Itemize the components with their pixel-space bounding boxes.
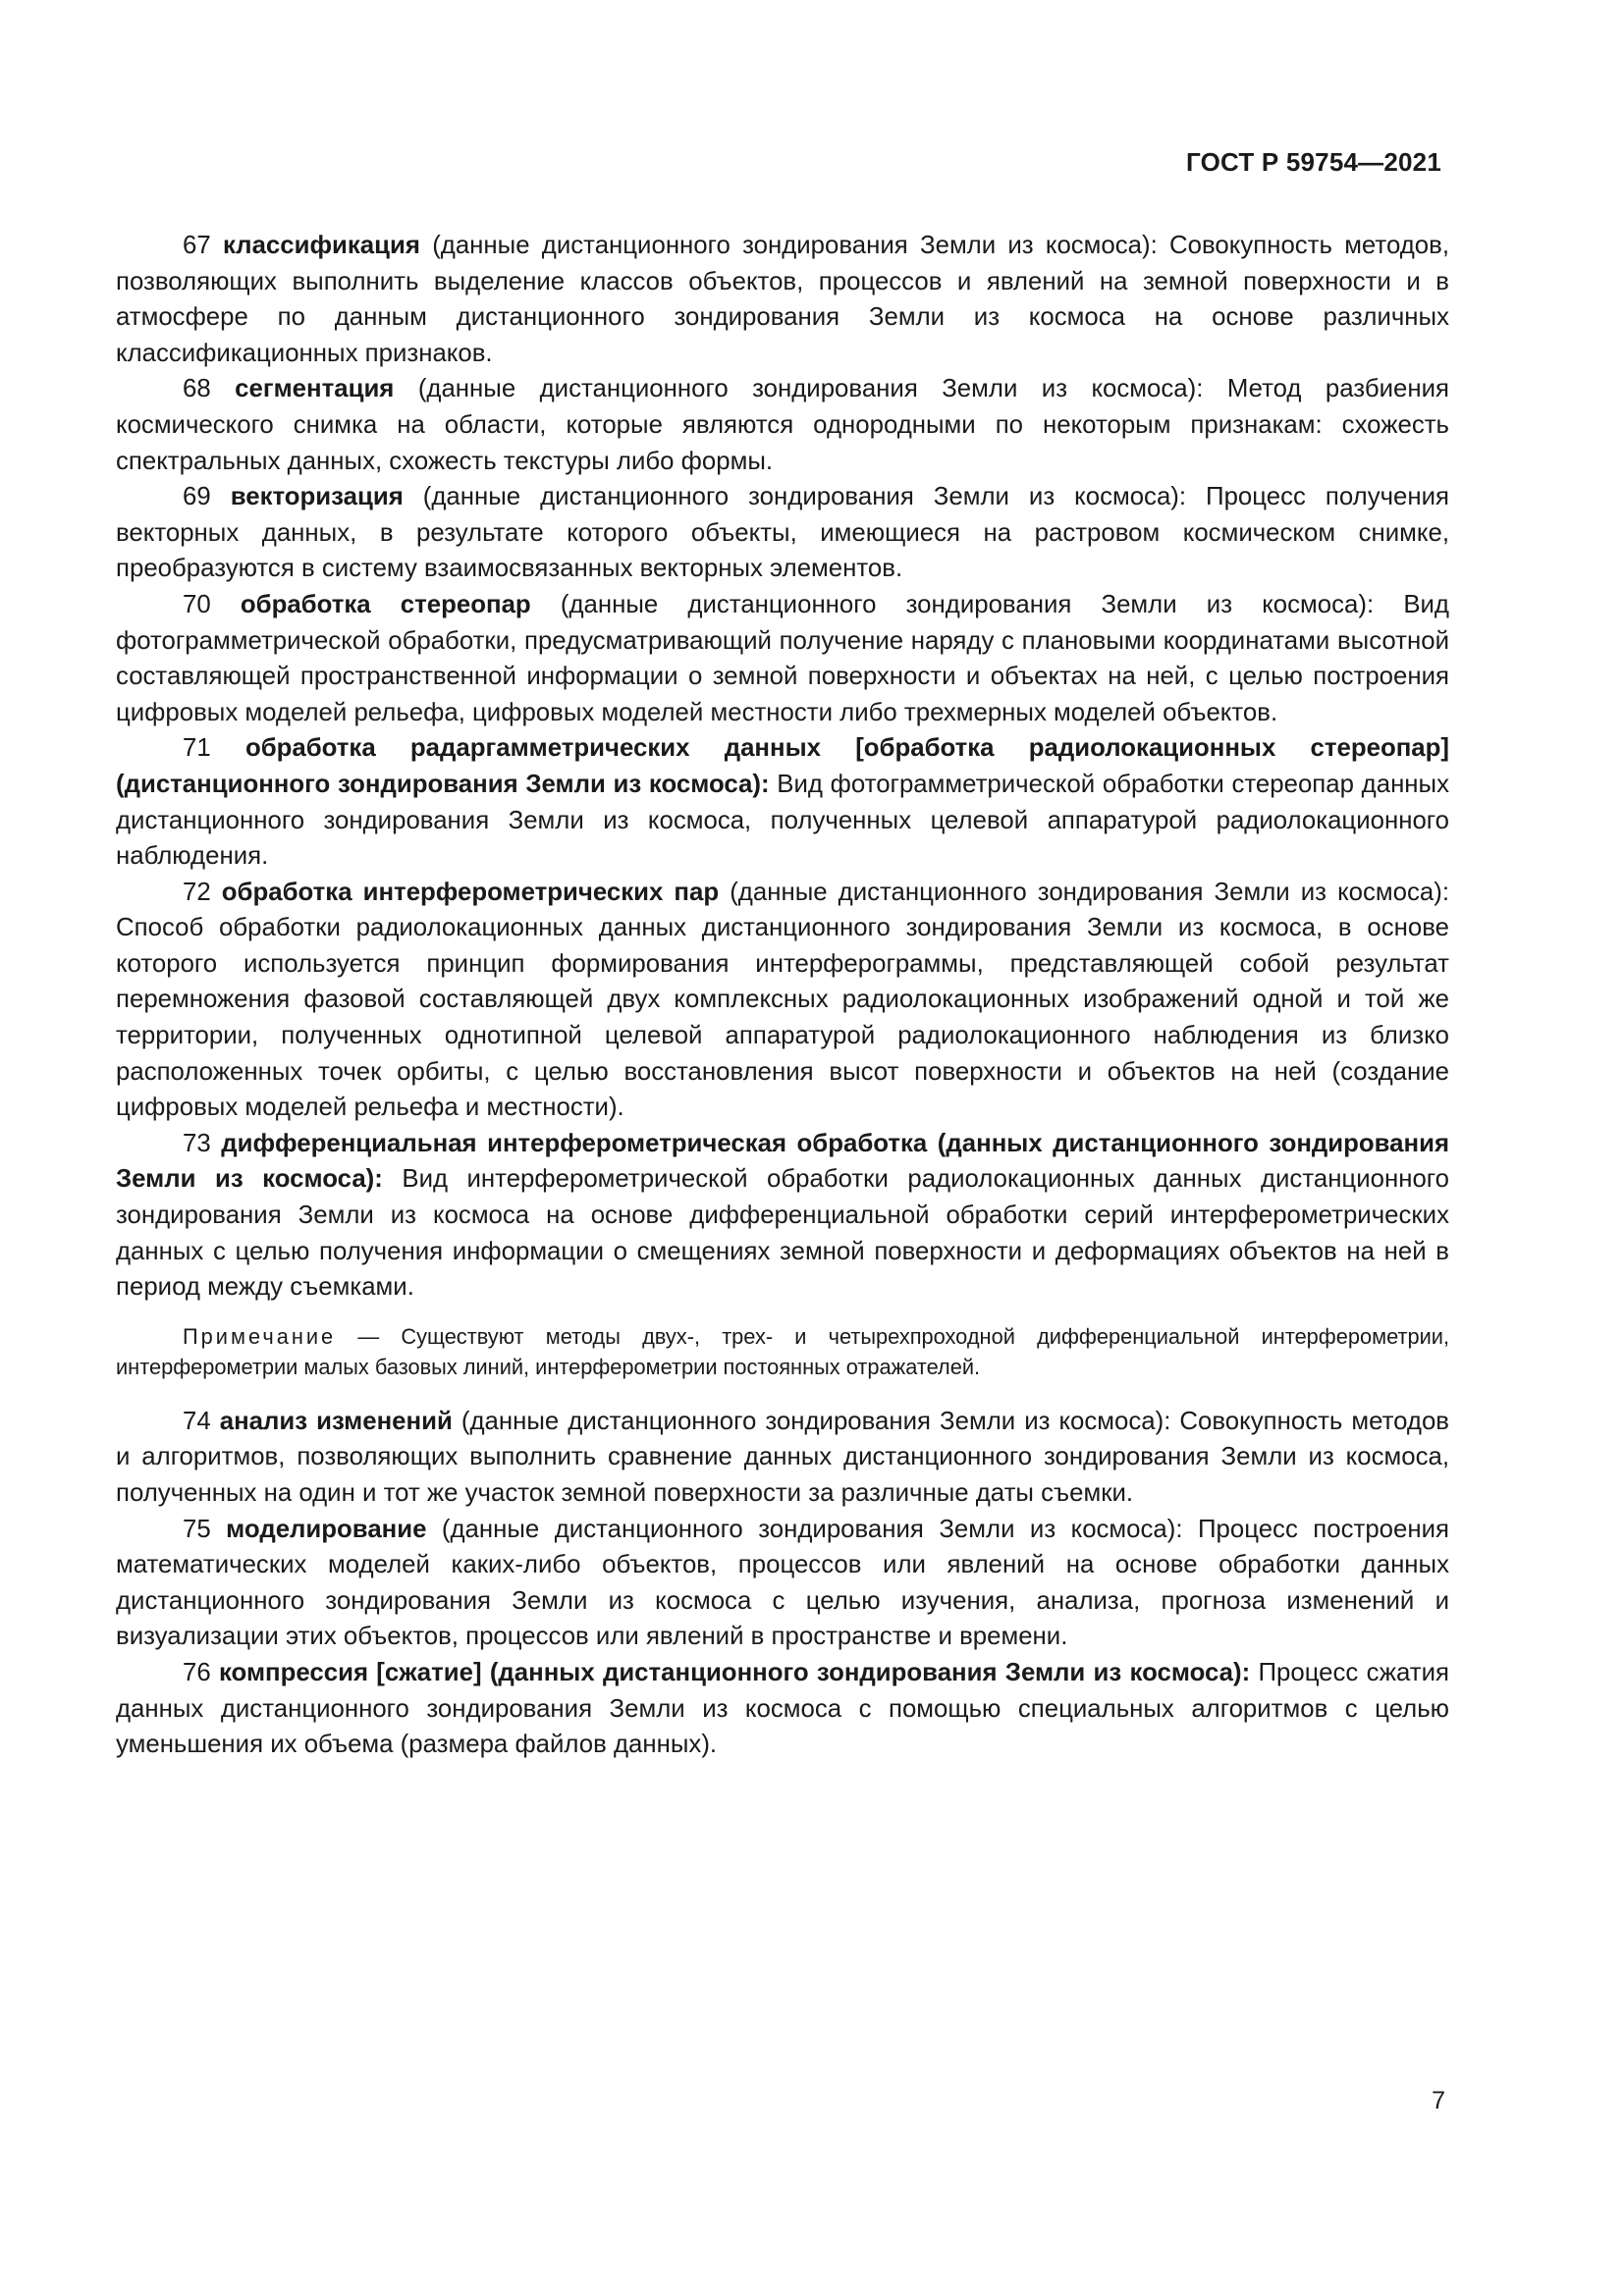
entry-number: 76 bbox=[183, 1658, 211, 1686]
note-paragraph bbox=[116, 1321, 1449, 1382]
entry-term: обработка интерферометрических пар bbox=[221, 878, 720, 906]
entry-definition: (данные дистанционного зондирования Земли из космоса): Способ обработки радиолокационных данных дистанционного зондирования Земли из космоса, в основе которого используется принцип формирования интерферограммы, представляющей собой результат перемножения фазовой составляющей двух комплексных радиолокационных изображений одной и той же территории, полученных однотипной целевой аппаратурой радиолокационного наблюдения из близко расположенных точек орбиты, с целью восстановления высот поверхности и объектов на ней (создание цифровых моделей рельефа и местности). bbox=[116, 878, 1450, 1122]
entry-definition: (данные дистанционного зондирования Земли из космоса): Вид фотограмметрической обработки, предусматривающий получение наряду с плановыми координатами высотной составляющей пространственной информации о земной поверхности и объектах на ней, с целью построения цифровых моделей рельефа, цифровых моделей местности либо трехмерных моделей объектов. bbox=[116, 590, 1449, 726]
entry-term: сегментация bbox=[235, 375, 395, 403]
entry-number: 75 bbox=[183, 1515, 211, 1543]
document-body bbox=[116, 228, 1449, 1763]
entry-term: обработка радаргамметрических данных [обработка радиолокационных стереопар] (дистанционного зондирования Земли из космоса): bbox=[116, 734, 1450, 798]
entry-definition: Вид фотограмметрической обработки стереопар данных дистанционного зондирования Земли из космоса, полученных целевой аппаратурой радиолокационного наблюдения. bbox=[116, 770, 1449, 871]
entry-definition: (данные дистанционного зондирования Земли из космоса): Совокупность методов и алгоритмов, позволяющих выполнить сравнение данных дистанционного зондирования Земли из космоса, полученных на один и тот же участок земной поверхности за различные даты съемки. bbox=[116, 1407, 1450, 1507]
entry-number: 73 bbox=[183, 1129, 211, 1157]
entry-definition: Вид интерферометрической обработки радиолокационных данных дистанционного зондирования Земли из космоса на основе дифференциальной обработки серий интерферометрических данных с целью получения информации о смещениях земной поверхности и деформациях объектов на ней в период между съемками. bbox=[116, 1165, 1449, 1302]
entry-number: 74 bbox=[183, 1407, 211, 1435]
entry-number: 67 bbox=[183, 232, 211, 259]
term-entry-75 bbox=[116, 1512, 1449, 1655]
entry-term: дифференциальная интерферометрическая обработка (данных дистанционного зондирования Земли из космоса): bbox=[116, 1129, 1450, 1194]
page-number: 7 bbox=[1432, 2087, 1445, 2114]
entry-definition: (данные дистанционного зондирования Земли из космоса): Метод разбиения космического снимка на области, которые являются однородными по некоторым признакам: схожесть спектральных данных, схожесть текстуры либо формы. bbox=[116, 375, 1449, 475]
note-label: Примечание bbox=[183, 1323, 337, 1349]
term-entry-70 bbox=[116, 587, 1449, 730]
entry-definition: (данные дистанционного зондирования Земли из космоса): Процесс построения математических моделей каких-либо объектов, процессов или явлений на основе обработки данных дистанционного зондирования Земли из космоса с целью изучения, анализа, прогноза изменений и визуализации этих объектов, процессов или явлений в пространстве и времени. bbox=[116, 1515, 1449, 1651]
term-entry-74 bbox=[116, 1404, 1449, 1512]
entry-definition: (данные дистанционного зондирования Земли из космоса): Совокупность методов, позволяющих выполнить выделение классов объектов, процессов и явлений на земной поверхности и в атмосфере по данным дистанционного зондирования Земли из космоса на основе различных классификационных признаков. bbox=[116, 232, 1449, 367]
entry-term: компрессия [сжатие] (данных дистанционного зондирования Земли из космоса): bbox=[218, 1658, 1251, 1686]
entry-term: классификация bbox=[222, 232, 420, 259]
entry-number: 70 bbox=[183, 590, 211, 618]
document-id-header: ГОСТ Р 59754—2021 bbox=[1186, 147, 1441, 177]
entry-number: 72 bbox=[183, 878, 211, 906]
term-entry-76 bbox=[116, 1655, 1449, 1763]
entry-definition: Процесс сжатия данных дистанционного зондирования Земли из космоса с помощью специальных алгоритмов с целью уменьшения их объема (размера файлов данных). bbox=[116, 1658, 1449, 1759]
entry-number: 68 bbox=[183, 375, 211, 403]
term-entry-67 bbox=[116, 228, 1449, 371]
term-entry-69 bbox=[116, 479, 1449, 587]
entry-term: анализ изменений bbox=[219, 1407, 453, 1435]
term-entry-68 bbox=[116, 371, 1449, 479]
entry-term: векторизация bbox=[230, 483, 404, 511]
entry-number: 69 bbox=[183, 483, 211, 511]
entry-term: обработка стереопар bbox=[240, 590, 531, 618]
term-entry-73 bbox=[116, 1126, 1449, 1306]
entry-definition: (данные дистанционного зондирования Земли из космоса): Процесс получения векторных данных, в результате которого объекты, имеющиеся на растровом космическом снимке, преобразуются в систему взаимосвязанных векторных элементов. bbox=[116, 483, 1450, 583]
note-text: — Существуют методы двух-, трех- и четырехпроходной дифференциальной интерферометрии, интерферометрии малых базовых линий, интерферометрии постоянных отражателей. bbox=[116, 1323, 1450, 1379]
entry-number: 71 bbox=[183, 734, 211, 763]
term-entry-72 bbox=[116, 875, 1449, 1126]
entry-term: моделирование bbox=[226, 1515, 427, 1543]
term-entry-71 bbox=[116, 730, 1449, 874]
